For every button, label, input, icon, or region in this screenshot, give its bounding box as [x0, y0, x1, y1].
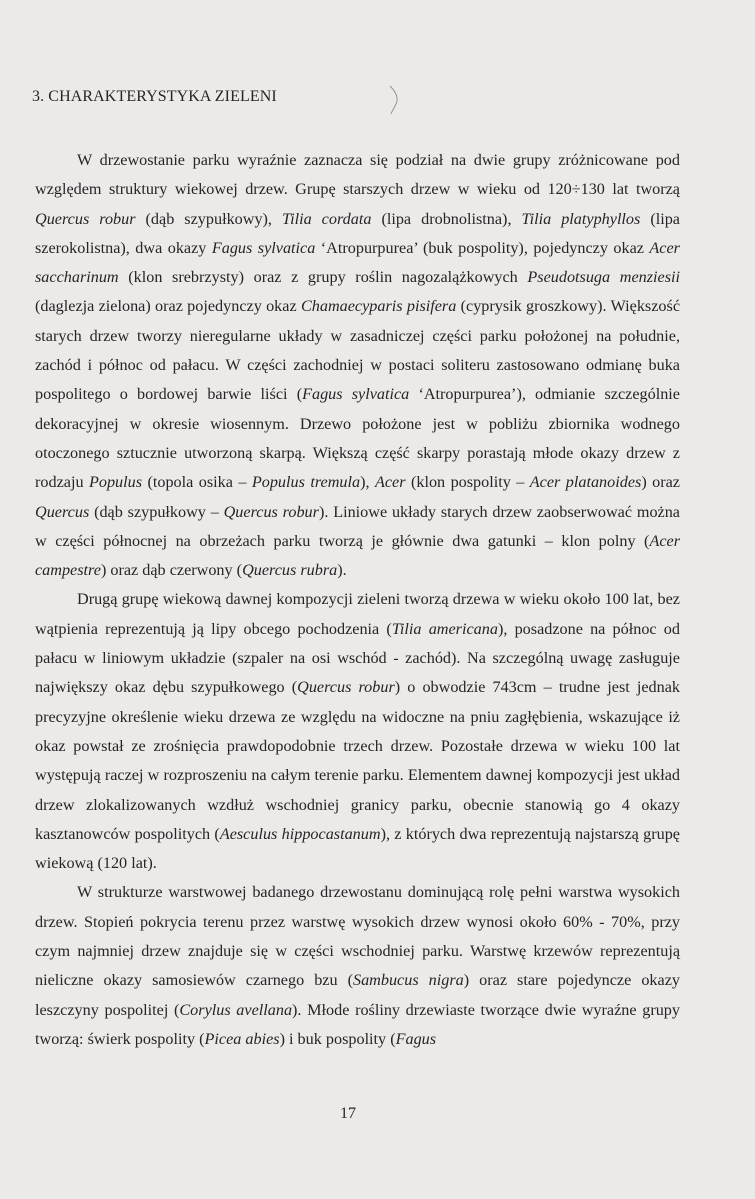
latin-name: Quercus robur — [35, 209, 136, 228]
text-run: ), z których dwa reprezentują najstarszą grupę wiekową (120 lat). — [35, 824, 680, 873]
latin-name: Acer saccharinum — [35, 238, 680, 287]
latin-name: Quercus — [35, 502, 90, 521]
text-run: ). Młode rośliny drzewiaste tworzące dwie wyraźne grupy tworzą: świerk pospolity ( — [35, 1000, 680, 1048]
latin-name: Pseudotsuga menziesii — [527, 268, 680, 287]
latin-name: Picea abies — [204, 1029, 280, 1048]
text-run: (klon srebrzysty) oraz z grupy roślin nagozalążkowych — [118, 268, 528, 287]
page-number: 17 — [340, 1105, 356, 1122]
latin-name: Acer — [374, 473, 406, 492]
text-run: (lipa drobnolistna), — [371, 209, 522, 228]
text-run: ‘Atropurpurea’), odmianie szczególnie dekoracyjnej w okresie wiosennym. Drzewo położone jest w pobliżu zbiornika wodnego otoczonego sztucznie utworzoną skarpą. Większą część skarpy porastają młode okazy drzew z rodzaju — [35, 385, 680, 492]
text-run: ) oraz dąb czerwony ( — [100, 561, 243, 580]
latin-name: Sambucus nigra — [352, 971, 464, 990]
text-run: (klon pospolity – — [405, 473, 530, 492]
text-run: Drugą grupę wiekową dawnej kompozycji zieleni tworzą drzewa w wieku około 100 lat, bez wątpienia reprezentują ją lipy obcego pochodzenia ( — [35, 590, 680, 638]
paragraph — [35, 878, 680, 1054]
paragraph — [35, 146, 680, 585]
section-heading: 3. CHARAKTERYSTYKA ZIELENI — [32, 88, 277, 105]
latin-name: Tilia platyphyllos — [521, 209, 641, 228]
text-run: ) oraz — [641, 473, 680, 492]
text-run: W drzewostanie parku wyraźnie zaznacza się podział na dwie grupy zróżnicowane pod względem struktury wiekowej drzew. Grupę starszych drzew w wieku od 120÷130 lat tworzą — [35, 151, 680, 199]
text-run: ‘Atropurpurea’ (buk pospolity), pojedynczy okaz — [315, 238, 650, 257]
latin-name: Fagus sylvatica — [302, 385, 410, 404]
text-run: ). Liniowe układy starych drzew zaobserwować można w części północnej na obrzeżach parku tworzą je głównie dwa gatunki – klon polny ( — [35, 502, 680, 550]
latin-name: Quercus robur — [223, 502, 319, 521]
latin-name: Fagus — [395, 1029, 437, 1048]
latin-name: Populus — [88, 473, 143, 492]
paragraph — [35, 585, 680, 878]
text-run: ) o obwodzie 743cm – trudne jest jednak precyzyjne określenie wieku drzewa ze względu na widoczne na pniu zagłębienia, wskazujące iż okaz powstał ze zrośnięcia prawdopodobnie trzech drzew. Pozostałe drzewa w wieku 100 lat występują raczej w rozproszeniu na całym terenie parku. Elementem dawnej kompozycji jest układ drzew zlokalizowanych wzdłuż wschodniej granicy parku, obecnie stanowią go 4 okazy kasztanowców pospolitych ( — [35, 678, 680, 843]
text-run: ) oraz stare pojedyncze okazy leszczyny pospolitej ( — [35, 971, 680, 1019]
text-run: (cyprysik groszkowy). Większość starych drzew tworzy nieregularne układy w zasadniczej części parku położonej na południe, zachód i północ od pałacu. W części zachodniej w postaci soliteru zastosowano odmianę buka pospolitego o bordowej barwie liści ( — [35, 297, 680, 404]
latin-name: Acer platanoides — [529, 473, 642, 492]
text-run: ). — [337, 561, 347, 580]
latin-name: Corylus avellana — [179, 1000, 293, 1019]
text-run: (dąb szypułkowy – — [89, 502, 224, 521]
text-run: ) i buk pospolity ( — [279, 1029, 396, 1048]
text-run: (lipa szerokolistna), dwa okazy — [35, 209, 680, 257]
text-run: (dąb szypułkowy), — [135, 209, 282, 228]
latin-name: Tilia cordata — [281, 209, 372, 228]
text-run: ), posadzone na północ od pałacu w liniowym układzie (szpaler na osi wschód - zachód). Na szczególną uwagę zasługuje największy okaz dębu szypułkowego ( — [35, 619, 680, 697]
latin-name: Acer campestre — [35, 531, 680, 580]
text-run: (daglezja zielona) oraz pojedynczy okaz — [35, 297, 301, 316]
body-text — [35, 146, 680, 1054]
latin-name: Chamaecyparis pisifera — [300, 297, 457, 316]
latin-name: Fagus sylvatica — [211, 238, 316, 257]
latin-name: Aesculus hippocastanum — [219, 824, 381, 843]
text-run: W strukturze warstwowej badanego drzewostanu dominującą rolę pełni warstwa wysokich drzew. Stopień pokrycia terenu przez warstwę wysokich drzew wynosi około 60% - 70%, przy czym najmniej drzew znajduje się w części wschodniej parku. Warstwę krzewów reprezentują nieliczne okazy samosiewów czarnego bzu ( — [35, 883, 680, 990]
latin-name: Populus tremula — [251, 473, 361, 492]
text-run: (topola osika – — [142, 473, 252, 492]
pencil-mark — [387, 84, 403, 116]
latin-name: Quercus rubra — [242, 561, 338, 580]
latin-name: Quercus robur — [297, 678, 395, 697]
latin-name: Tilia americana — [391, 619, 498, 638]
text-run: ), — [360, 473, 375, 492]
